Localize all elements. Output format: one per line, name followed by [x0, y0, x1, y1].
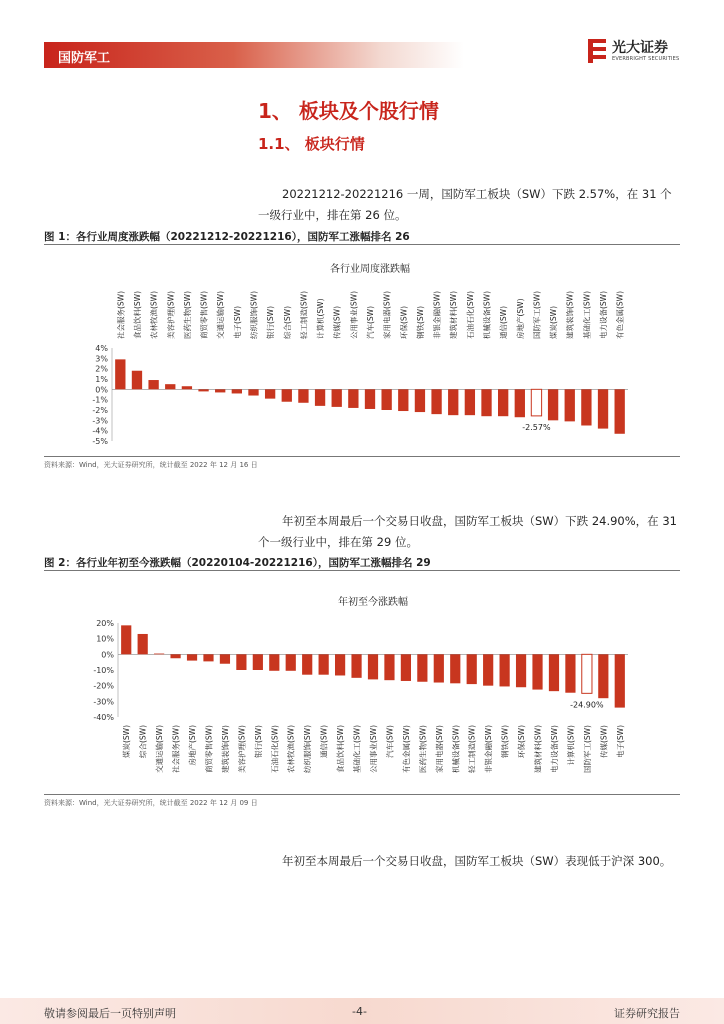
- category-label: 建筑装饰(SW): [565, 290, 575, 339]
- weekly-change-chart: [44, 245, 680, 455]
- bar-汽车(SW): [365, 389, 375, 409]
- figure-1-bottom-rule: [44, 456, 680, 457]
- bar-医药生物(SW): [417, 654, 427, 681]
- category-label: 轻工制造(SW): [467, 725, 477, 774]
- category-label: 房地产(SW): [515, 298, 525, 339]
- bar-机械设备(SW): [450, 654, 460, 683]
- bar-基础化工(SW): [581, 389, 591, 425]
- bar-传媒(SW): [332, 389, 342, 407]
- category-label: 社会服务(SW): [116, 290, 126, 339]
- bar-计算机(SW): [565, 654, 575, 692]
- category-label: 石油石化(SW): [465, 290, 475, 339]
- section-tag: 国防军工: [58, 51, 111, 66]
- figure-2-box: [44, 571, 680, 793]
- bar-纺织服饰(SW): [248, 389, 258, 395]
- bar-建筑装饰(SW): [220, 654, 230, 663]
- category-label: 医药生物(SW): [182, 290, 192, 339]
- bar-商贸零售(SW): [203, 654, 213, 661]
- category-label: 环保(SW): [399, 305, 409, 339]
- y-tick-label: 1%: [95, 375, 108, 384]
- category-label: 房地产(SW): [188, 725, 198, 766]
- bar-建筑装饰(SW): [565, 389, 575, 421]
- category-label: 基础化工(SW): [352, 725, 362, 774]
- category-label: 计算机(SW): [316, 298, 326, 339]
- y-tick-label: -20%: [93, 681, 114, 691]
- y-tick-label: -2%: [92, 406, 108, 415]
- category-label: 医药生物(SW): [418, 725, 428, 774]
- category-label: 电力设备(SW): [549, 725, 559, 774]
- bar-美容护理(SW): [165, 384, 175, 389]
- y-tick-label: 3%: [95, 354, 108, 364]
- bar-机械设备(SW): [481, 389, 491, 416]
- category-label: 计算机(SW): [566, 725, 576, 766]
- category-label: 纺织服饰(SW): [303, 725, 313, 774]
- category-label: 家用电器(SW): [382, 290, 392, 339]
- y-tick-label: 2%: [95, 364, 108, 374]
- figure-2-source: 资料来源：Wind，光大证券研究所，统计截至 2022 年 12 月 09 日: [44, 799, 258, 807]
- category-label: 建筑装饰(SW): [220, 725, 230, 774]
- y-tick-label: -3%: [92, 416, 108, 426]
- category-label: 公用事业(SW): [349, 290, 359, 339]
- category-label: 电子(SW): [232, 305, 242, 339]
- chart-title: 各行业周度涨跌幅: [330, 264, 410, 275]
- category-label: 交通运输(SW): [216, 290, 226, 339]
- category-label: 煤炭(SW): [122, 725, 132, 759]
- bar-通信(SW): [319, 654, 329, 674]
- bar-环保(SW): [398, 389, 408, 411]
- brand-logo-icon: [588, 37, 608, 65]
- bar-美容护理(SW): [236, 654, 246, 670]
- y-tick-label: -30%: [93, 697, 114, 707]
- highlight-data-label: -24.90%: [570, 700, 604, 710]
- category-label: 钢铁(SW): [500, 725, 510, 759]
- bar-煤炭(SW): [121, 625, 131, 654]
- bar-公用事业(SW): [348, 389, 358, 408]
- y-tick-label: 0%: [95, 385, 108, 395]
- bar-农林牧渔(SW): [286, 654, 296, 670]
- category-label: 轻工制造(SW): [299, 290, 309, 339]
- bar-交通运输(SW): [154, 654, 164, 655]
- bar-商贸零售(SW): [198, 389, 208, 391]
- bar-煤炭(SW): [548, 389, 558, 420]
- bar-食品饮料(SW): [132, 371, 142, 390]
- figure-1-source: 资料来源：Wind，光大证券研究所，统计截至 2022 年 12 月 16 日: [44, 461, 258, 469]
- bar-有色金属(SW): [401, 654, 411, 681]
- y-tick-label: -5%: [92, 437, 108, 446]
- bar-汽车(SW): [384, 654, 394, 680]
- category-label: 银行(SW): [266, 305, 276, 339]
- category-label: 食品饮料(SW): [336, 725, 346, 774]
- bar-计算机(SW): [315, 389, 325, 406]
- category-label: 电力设备(SW): [599, 290, 609, 339]
- bar-轻工制造(SW): [298, 389, 308, 402]
- bar-食品饮料(SW): [335, 654, 345, 675]
- bar-公用事业(SW): [368, 654, 378, 679]
- bar-非银金融(SW): [431, 389, 441, 414]
- category-label: 传媒(SW): [332, 305, 342, 339]
- bar-电子(SW): [615, 654, 625, 707]
- category-label: 综合(SW): [138, 725, 148, 759]
- figure-2-bottom-rule: [44, 794, 680, 795]
- category-label: 国防军工(SW): [582, 725, 592, 774]
- y-tick-label: -10%: [93, 666, 114, 675]
- bar-电子(SW): [232, 389, 242, 393]
- ytd-change-chart: [44, 571, 680, 793]
- category-label: 社会服务(SW): [171, 725, 181, 774]
- bar-国防军工(SW): [582, 654, 592, 693]
- category-label: 有色金属(SW): [401, 725, 411, 774]
- bar-社会服务(SW): [115, 359, 125, 389]
- category-label: 国防军工(SW): [532, 290, 542, 339]
- y-tick-label: -40%: [93, 713, 114, 722]
- category-label: 建筑材料(SW): [449, 290, 459, 339]
- bar-基础化工(SW): [351, 654, 361, 678]
- bar-钢铁(SW): [500, 654, 510, 686]
- category-label: 非银金融(SW): [432, 290, 442, 339]
- bar-电力设备(SW): [549, 654, 559, 691]
- y-tick-label: 4%: [95, 344, 108, 353]
- category-label: 银行(SW): [253, 725, 263, 759]
- category-label: 环保(SW): [517, 725, 527, 759]
- bar-有色金属(SW): [615, 389, 625, 433]
- y-tick-label: 10%: [96, 634, 114, 644]
- brand-logo: [588, 37, 684, 67]
- bar-社会服务(SW): [170, 654, 180, 658]
- footer-disclaimer: 敬请参阅最后一页特别声明: [44, 1007, 176, 1020]
- category-label: 纺织服饰(SW): [249, 290, 259, 339]
- bar-房地产(SW): [515, 389, 525, 417]
- bar-家用电器(SW): [381, 389, 391, 410]
- category-label: 公用事业(SW): [369, 725, 378, 774]
- bar-银行(SW): [265, 389, 275, 398]
- bar-农林牧渔(SW): [148, 380, 158, 389]
- category-label: 石油石化(SW): [270, 725, 280, 774]
- category-label: 综合(SW): [282, 305, 292, 339]
- highlight-data-label: -2.57%: [522, 422, 551, 432]
- bar-石油石化(SW): [465, 389, 475, 415]
- bar-家用电器(SW): [434, 654, 444, 682]
- category-label: 有色金属(SW): [615, 290, 625, 339]
- y-tick-label: 0%: [101, 650, 114, 660]
- category-label: 基础化工(SW): [582, 290, 592, 339]
- bar-通信(SW): [498, 389, 508, 416]
- category-label: 美容护理(SW): [237, 725, 247, 774]
- heading-2: 1.1、 板块行情: [258, 135, 365, 153]
- bar-医药生物(SW): [182, 386, 192, 389]
- y-tick-label: -1%: [92, 395, 108, 405]
- bar-电力设备(SW): [598, 389, 608, 428]
- chart-title: 年初至今涨跌幅: [338, 597, 408, 608]
- figure-1-caption: 图 1：各行业周度涨跌幅（20221212-20221216），国防军工涨幅排名 26: [44, 231, 410, 243]
- category-label: 电子(SW): [615, 725, 625, 759]
- category-label: 传媒(SW): [599, 725, 609, 759]
- bar-综合(SW): [282, 389, 292, 401]
- category-label: 非银金融(SW): [484, 725, 494, 774]
- category-label: 家用电器(SW): [434, 725, 444, 774]
- category-label: 机械设备(SW): [482, 290, 492, 339]
- figure-1-box: [44, 245, 680, 455]
- bar-石油石化(SW): [269, 654, 279, 670]
- category-label: 通信(SW): [499, 305, 509, 339]
- heading-1: 1、 板块及个股行情: [258, 99, 439, 123]
- category-label: 农林牧渔(SW): [286, 725, 296, 774]
- bar-综合(SW): [138, 634, 148, 654]
- paragraph-weekly: 20221212-20221216 一周，国防军工板块（SW）下跌 2.57%，在 31 个一级行业中，排在第 26 位。: [258, 187, 672, 222]
- category-label: 交通运输(SW): [155, 725, 165, 774]
- bar-钢铁(SW): [415, 389, 425, 412]
- brand-name-cn: 光大证券: [612, 40, 668, 56]
- page-number: -4-: [352, 1005, 367, 1018]
- category-label: 建筑材料(SW): [533, 725, 543, 774]
- footer-report-type: 证券研究报告: [614, 1007, 680, 1020]
- category-label: 食品饮料(SW): [132, 290, 142, 339]
- bar-建筑材料(SW): [532, 654, 542, 689]
- figure-2-caption: 图 2：各行业年初至今涨跌幅（20220104-20221216），国防军工涨幅排名 29: [44, 557, 431, 569]
- y-tick-label: 20%: [96, 619, 114, 628]
- category-label: 煤炭(SW): [549, 305, 559, 339]
- bar-交通运输(SW): [215, 389, 225, 392]
- category-label: 机械设备(SW): [451, 725, 461, 774]
- bar-房地产(SW): [187, 654, 197, 660]
- bar-轻工制造(SW): [467, 654, 477, 684]
- category-label: 汽车(SW): [385, 725, 395, 759]
- category-label: 美容护理(SW): [166, 290, 176, 339]
- category-label: 农林牧渔(SW): [149, 290, 159, 339]
- bar-传媒(SW): [598, 654, 608, 698]
- bar-银行(SW): [253, 654, 263, 670]
- bar-纺织服饰(SW): [302, 654, 312, 674]
- category-label: 通信(SW): [319, 725, 329, 759]
- bar-国防军工(SW): [531, 389, 541, 416]
- paragraph-ytd: 年初至本周最后一个交易日收盘，国防军工板块（SW）下跌 24.90%，在 31 个一级行业中，排在第 29 位。: [258, 514, 677, 549]
- bar-建筑材料(SW): [448, 389, 458, 415]
- y-tick-label: -4%: [92, 426, 108, 436]
- category-label: 汽车(SW): [366, 305, 375, 339]
- paragraph-benchmark: 年初至本周最后一个交易日收盘，国防军工板块（SW）表现低于沪深 300。: [282, 854, 672, 868]
- bar-环保(SW): [516, 654, 526, 687]
- brand-name-en: EVERBRIGHT SECURITIES: [612, 56, 680, 62]
- bar-非银金融(SW): [483, 654, 493, 685]
- category-label: 钢铁(SW): [415, 305, 425, 339]
- category-label: 商贸零售(SW): [199, 290, 209, 339]
- category-label: 商贸零售(SW): [204, 725, 214, 774]
